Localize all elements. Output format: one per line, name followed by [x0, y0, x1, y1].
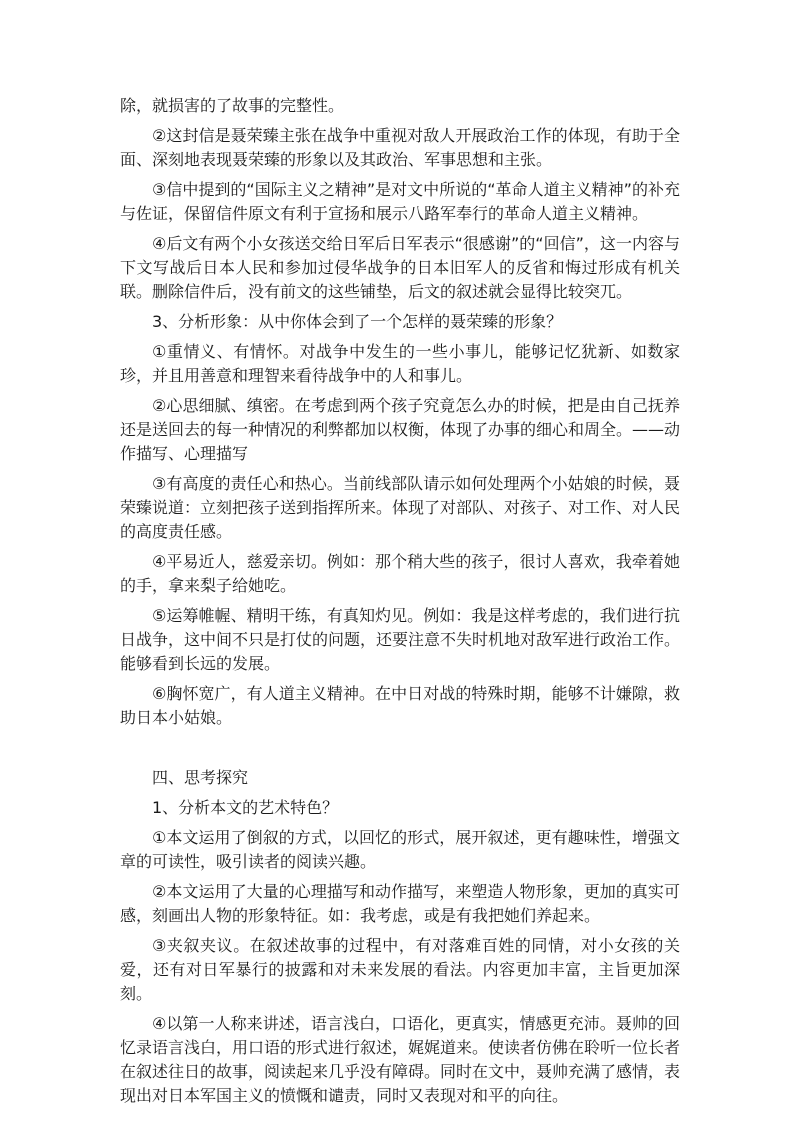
paragraph: ②这封信是聂荣臻主张在战争中重视对敌人开展政治工作的体现，有助于全面、深刻地表现聂荣臻的形象以及其政治、军事思想和主张。: [120, 126, 680, 169]
section-gap: [120, 736, 680, 766]
paragraph: ②心思细腻、缜密。在考虑到两个孩子究竟怎么办的时候，把是由自己抚养还是送回去的每一种情况的利弊都加以权衡，体现了办事的细心和周全。——动作描写、心理描写: [120, 396, 681, 463]
paragraph: ④后文有两个小女孩送交给日军后日军表示“很感谢”的“回信”，这一内容与下文写战后日本人民和参加过侵华战争的日本旧军人的反省和悔过形成有机关联。删除信件后，没有前文的这些铺垫，后文的叙述就会显得比较突兀。: [120, 234, 680, 301]
paragraph: 除，就损害的了故事的完整性。: [120, 96, 345, 115]
paragraph: ③夹叙夹议。在叙述故事的过程中，有对落难百姓的同情，对小女孩的关爱，还有对日军暴行的披露和对未来发展的看法。内容更加丰富，主旨更加深刻。: [120, 936, 680, 1003]
paragraph: ①本文运用了倒叙的方式，以回忆的形式，展开叙述，更有趣味性，增强文章的可读性，吸引读者的阅读兴趣。: [120, 828, 680, 871]
section-title: 四、思考探究: [152, 768, 249, 787]
document-body: [120, 94, 680, 1114]
paragraph: ②本文运用了大量的心理描写和动作描写，来塑造人物形象，更加的真实可感，刻画出人物的形象特征。如：我考虑，或是有我把她们养起来。: [120, 882, 680, 925]
paragraph: ④平易近人，慈爱亲切。例如：那个稍大些的孩子，很讨人喜欢，我牵着她的手，拿来梨子给她吃。: [120, 552, 680, 595]
paragraph: ⑤运筹帷幄、精明干练，有真知灼见。例如：我是这样考虑的，我们进行抗日战争，这中间不只是打仗的问题，还要注意不失时机地对敌军进行政治工作。能够看到长远的发展。: [120, 606, 681, 673]
paragraph: ⑥胸怀宽广，有人道主义精神。在中日对战的特殊时期，能够不计嫌隙，救助日本小姑娘。: [120, 684, 680, 727]
question-heading: 1、分析本文的艺术特色？: [152, 798, 339, 817]
paragraph: ④以第一人称来讲述，语言浅白，口语化，更真实，情感更充沛。聂帅的回忆录语言浅白，用口语的形式进行叙述，娓娓道来。使读者仿佛在聆听一位长者在叙述往日的故事，阅读起来几乎没有障碍。同时在文中，聂帅充满了感情，表现出对日本军国主义的愤慨和谴责，同时又表现对和平的向往。: [120, 1014, 681, 1105]
paragraph: ③信中提到的“国际主义之精神”是对文中所说的“革命人道主义精神”的补充与佐证，保留信件原文有利于宣扬和展示八路军奉行的革命人道主义精神。: [120, 180, 680, 223]
paragraph: ③有高度的责任心和热心。当前线部队请示如何处理两个小姑娘的时候，聂荣臻说道：立刻把孩子送到指挥所来。体现了对部队、对孩子、对工作、对人民的高度责任感。: [120, 474, 681, 541]
question-heading: 3、分析形象：从中你体会到了一个怎样的聂荣臻的形象？: [152, 312, 563, 331]
paragraph: ①重情义、有情怀。对战争中发生的一些小事儿，能够记忆犹新、如数家珍，并且用善意和理智来看待战争中的人和事儿。: [120, 342, 680, 385]
